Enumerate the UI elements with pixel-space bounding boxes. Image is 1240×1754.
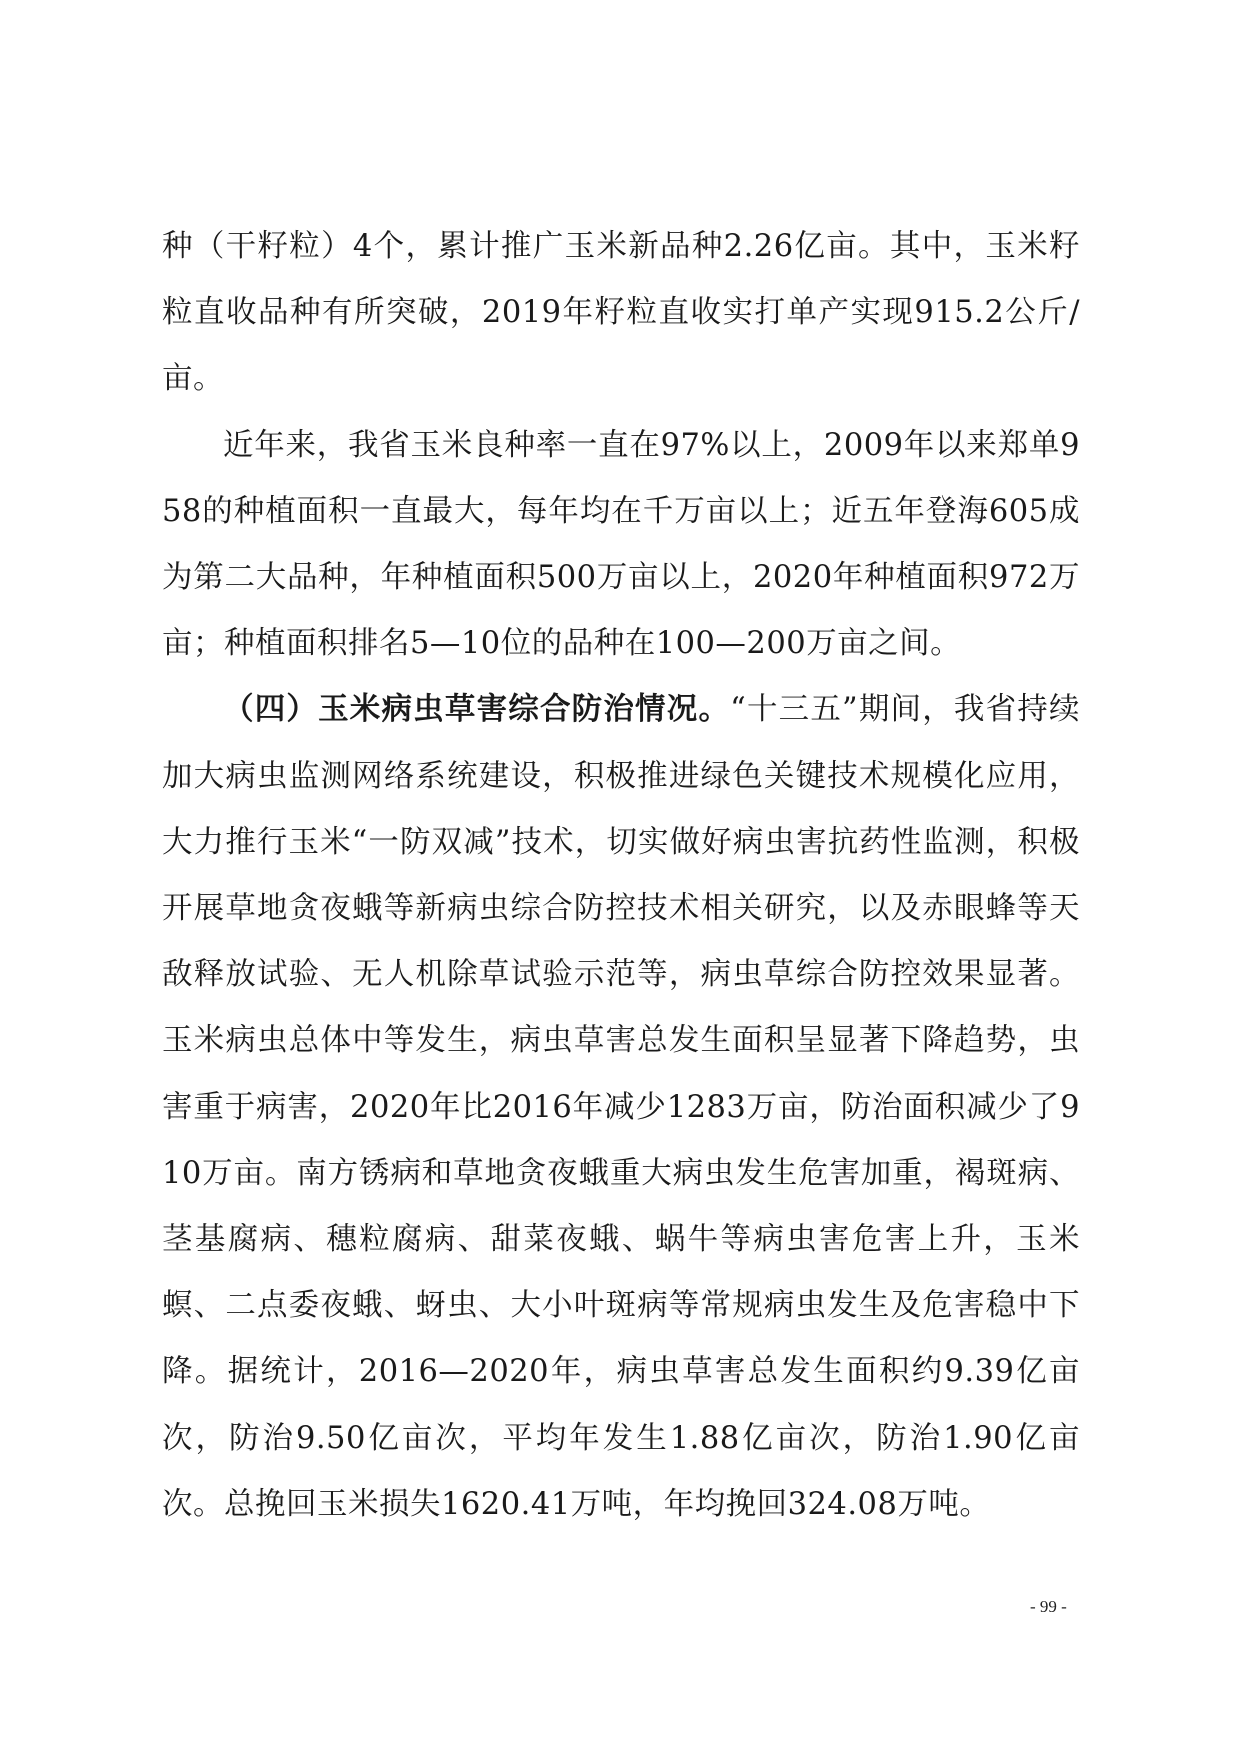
body-text [162,214,1080,1538]
paragraph-seed-varieties [162,413,1080,678]
section-heading: （四）玉米病虫草害综合防治情况。 [223,692,731,728]
paragraph-text: “十三五”期间，我省持续加大病虫监测网络系统建设，积极推进绿色关键技术规模化应用，大力推行玉米“一防双减”技术，切实做好病虫害抗药性监测，积极开展草地贪夜蛾等新病虫综合防控技术相关研究，以及赤眼蜂等天敌释放试验、无人机除草试验示范等，病虫草综合防控效果显著。玉米病虫总体中等发生，病虫草害总发生面积呈显著下降趋势，虫害重于病害，2020年比2016年减少1283万亩，防治面积减少了910万亩。南方锈病和草地贪夜蛾重大病虫发生危害加重，褐斑病、茎基腐病、穗粒腐病、甜菜夜蛾、蜗牛等病虫害危害上升，玉米螟、二点委夜蛾、蚜虫、大小叶斑病等常规病虫发生及危害稳中下降。据统计，2016—2020年，病虫草害总发生面积约9.39亿亩次，防治9.50亿亩次，平均年发生1.88亿亩次，防治1.90亿亩次。总挽回玉米损失1620.41万吨，年均挽回324.08万吨。 [162,692,1081,1522]
paragraph-text: 近年来，我省玉米良种率一直在97%以上，2009年以来郑单958的种植面积一直最大，每年均在千万亩以上；近五年登海605成为第二大品种，年种植面积500万亩以上，2020年种植面积972万亩；种植面积排名5—10位的品种在100—200万亩之间。 [162,427,1080,662]
page-number: - 99 - [1030,1597,1067,1616]
paragraph-text: 种（干籽粒）4个，累计推广玉米新品种2.26亿亩。其中，玉米籽粒直收品种有所突破，2019年籽粒直收实打单产实现915.2公斤/亩。 [162,229,1080,397]
paragraph-continued [162,214,1080,413]
paragraph-pest-control [162,677,1080,1538]
